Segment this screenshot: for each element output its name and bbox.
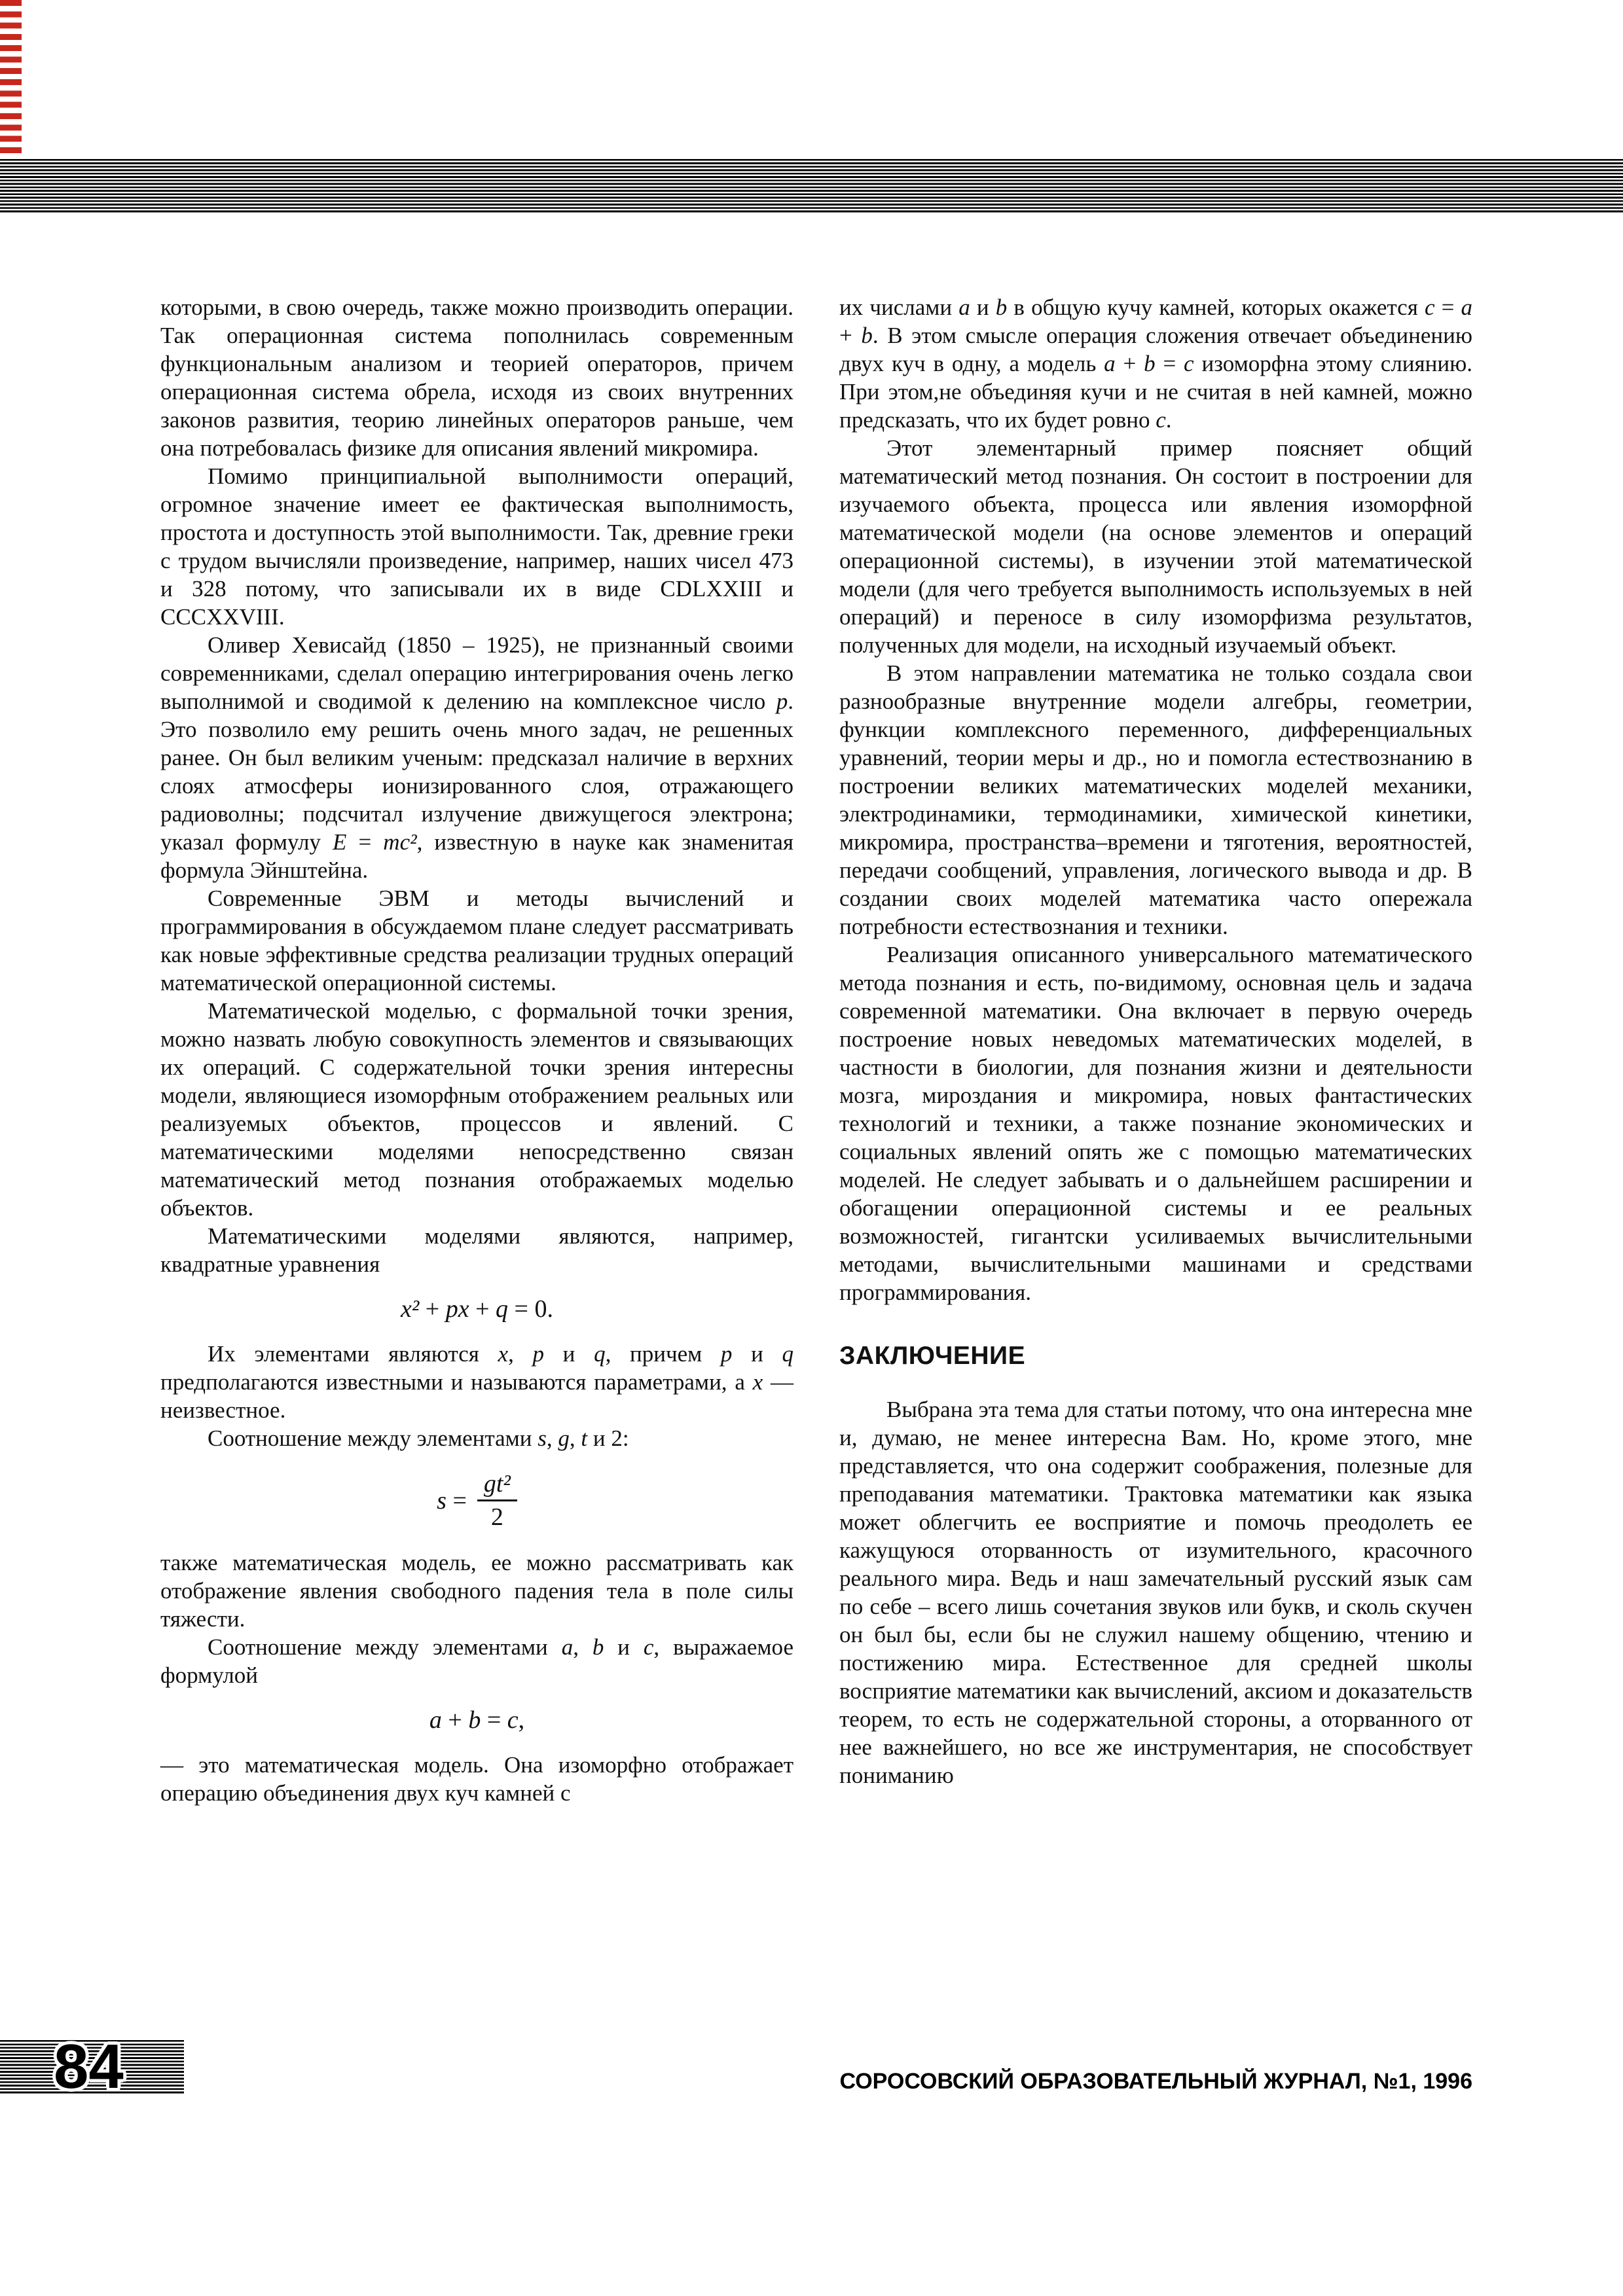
paragraph: их числами a и b в общую кучу камней, которых окажется c = a + b. В этом смысле операция сложения отвечает объединению двух куч в одну, а модель a + b = c изоморфна этому слиянию. При этом,не объединяя кучи и не считая в ней камней, можно предсказать, что их будет ровно c. — [839, 295, 1472, 433]
paragraph: Их элементами являются x, p и q, причем p и q предполагаются известными и называются параметрами, а x — неизвестное. — [160, 1341, 794, 1423]
journal-footer: СОРОСОВСКИЙ ОБРАЗОВАТЕЛЬНЫЙ ЖУРНАЛ, №1, 1996 — [839, 2069, 1472, 2094]
paragraph: Математической моделью, с формальной точки зрения, можно назвать любую совокупность элементов и связывающих их операций. С содержательной точки зрения интересны модели, являющиеся изоморфным отображением реальных или реализуемых объектов, процессов и явлений. С математическими моделями непосредственно связан математический метод познания отображаемых моделью объектов. — [160, 998, 793, 1221]
paragraph: Математическими моделями являются, например, квадратные уравнения — [160, 1223, 793, 1277]
paragraph: Реализация описанного универсального математического метода познания и есть, по-видимому, основная цель и задача современной математики. Она включает в первую очередь построение новых неведомых математических моделей, в частности в биологии, для познания жизни и деятельности мозга, мироздания и микромира, новых фантастических технологий и техники, а также познание экономических и социальных явлений опять же с помощью математических моделей. Не следует забывать и о дальнейшем расширении и обогащении операционной системы и ее реальных возможностей, гигантски усиливаемых вычислительными методами, вычислительными машинами и средствами программирования. — [839, 942, 1472, 1305]
paragraph: Соотношение между элементами s, g, t и 2: — [208, 1426, 629, 1451]
fraction-denominator: 2 — [490, 1503, 503, 1531]
paragraph: Выбрана эта тема для статьи потому, что она интересна мне и, думаю, не менее интересна Вам. Но, кроме этого, мне представляется, что она содержит соображения, полезные для преподавания математики. Трактовка математики как языка может облегчить ее восприятие и помочь преодолеть ее кажущуюся оторванность от изумительного, красочного реального мира. Ведь и наш замечательный русский язык сам по себе – всего лишь сочетания звуков или букв, и сколь скучен он был бы, если бы не служил нашему общению, чтению и постижению мира. Естественное для средней школы восприятие математики как вычислений, аксиом и доказательств теорем, то есть не содержательной стороны, а оторванного от нее важнейшего, но все же инструментария, не способствует пониманию — [839, 1397, 1472, 1788]
paragraph: — это математическая модель. Она изоморфно отображает операцию объединения двух куч камней с — [160, 1752, 793, 1806]
paragraph: Современные ЭВМ и методы вычислений и программирования в обсуждаемом плане следует рассматривать как новые эффективные средства реализации трудных операций математической операционной системы. — [160, 886, 793, 996]
page-number: 84 — [54, 2032, 124, 2102]
paragraph: В этом направлении математика не только создала свои разнообразные внутренние модели алгебры, геометрии, функции комплексного переменного, дифференциальных уравнений, теории меры и др., но и помогла естествознанию в построении великих математических моделей механики, электродинамики, термодинамики, химической кинетики, микромира, пространства–времени и тяготения, вероятностей, передачи сообщений, управления, логического вывода и др. В создании своих моделей математика часто опережала потребности естествознания и техники. — [839, 660, 1472, 939]
red-stripes-ornament — [0, 0, 22, 158]
striped-divider-band — [0, 159, 1623, 214]
formula-quadratic-equation: x² + px + q = 0. — [401, 1295, 553, 1323]
formula-sum: a + b = c, — [429, 1706, 525, 1734]
right-column — [839, 293, 1472, 1789]
fraction — [477, 1469, 517, 1532]
paragraph: Соотношение между элементами a, b и c, выражаемое формулой — [160, 1634, 794, 1688]
formula-lhs: s = — [437, 1486, 467, 1515]
paragraph: также математическая модель, ее можно рассматривать как отображение явления свободного падения тела в поле силы тяжести. — [160, 1550, 793, 1632]
formula-free-fall — [160, 1469, 793, 1532]
paragraph: Этот элементарный пример поясняет общий математический метод познания. Он состоит в построении для изучаемого объекта, процесса или явления изоморфной математической модели (на основе элементов и операций операционной системы), в изучении этой математической модели (для чего требуется выполнимость используемых в ней операций) и переносе в силу изоморфизма результатов, полученных для модели, на исходный изучаемый объект. — [839, 435, 1472, 658]
paragraph: которыми, в свою очередь, также можно производить операции. Так операционная система пополнилась современным функциональным анализом и теорией операторов, причем операционная система обрела, исходя из своих внутренних законов развития, теорию линейных операторов раньше, чем она потребовалась физике для описания явлений микромира. — [160, 295, 793, 461]
paragraph: Помимо принципиальной выполнимости операций, огромное значение имеет ее фактическая выполнимость, простота и доступность этой выполнимости. Так, древние греки с трудом вычисляли произведение, например, наших чисел 473 и 328 потому, что записывали их в виде CDLXXIII и CCCXXVIII. — [160, 463, 793, 630]
fraction-numerator: gt² — [477, 1469, 517, 1501]
paragraph: Оливер Хевисайд (1850 – 1925), не признанный своими современниками, сделал операцию интегрирования очень легко выполнимой и сводимой к делению на комплексное число p. Это позволило ему решить очень много задач, не решенных ранее. Он был великим ученым: предсказал наличие в верхних слоях атмосферы ионизированного слоя, отражающего радиоволны; подсчитал излучение движущегося электрона; указал формулу E = mc², известную в науке как знаменитая формула Эйнштейна. — [160, 632, 793, 883]
left-column — [160, 293, 793, 1807]
section-heading-conclusion: ЗАКЛЮЧЕНИЕ — [839, 1342, 1026, 1370]
